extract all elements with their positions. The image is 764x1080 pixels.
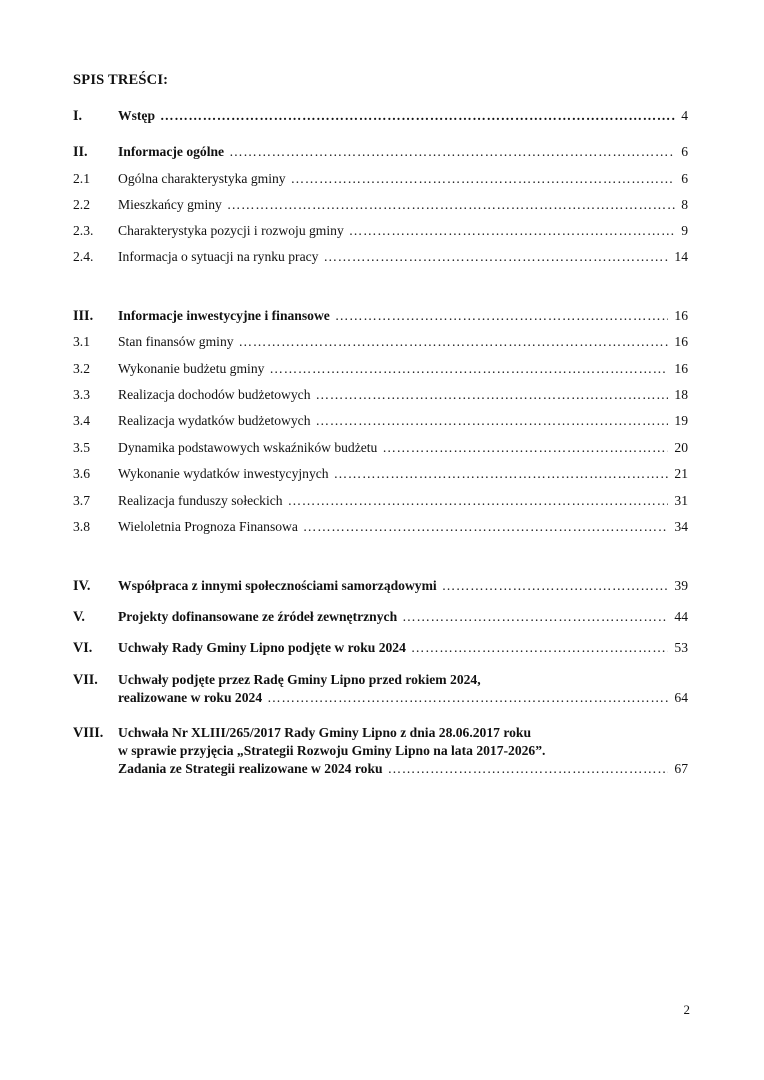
toc-heading: SPIS TREŚCI: (73, 72, 169, 88)
dot-leader (388, 761, 669, 777)
toc-entry-title-line: Uchwały podjęte przez Radę Gminy Lipno przed rokiem 2024, (118, 672, 481, 687)
toc-entry-number: 3.5 (73, 440, 90, 455)
toc-entry-number: 2.2 (73, 197, 90, 212)
toc-entry-page: 16 (674, 334, 688, 349)
toc-entry-number: 3.6 (73, 466, 90, 481)
toc-entry-number: V. (73, 609, 85, 625)
dot-leader (267, 690, 668, 706)
toc-entry-number: 3.1 (73, 334, 90, 349)
toc-entry-number: III. (73, 308, 94, 324)
toc-entry-title: Informacje inwestycyjne i finansowe (118, 308, 330, 323)
toc-entry-page: 67 (674, 761, 688, 776)
toc-entry-title: Realizacja wydatków budżetowych (118, 413, 311, 428)
toc-entry-number: 3.4 (73, 413, 90, 428)
toc-entry-number: II. (73, 144, 88, 160)
toc-entry-page: 53 (674, 640, 688, 655)
toc-entry-page: 64 (674, 690, 688, 705)
dot-leader (402, 609, 668, 625)
toc-entry-title: Współpraca z innymi społecznościami samorządowymi (118, 578, 437, 593)
toc-entry-page: 34 (674, 519, 688, 534)
toc-entry-title: Wstęp (118, 108, 156, 123)
toc-entry-title-line: Zadania ze Strategii realizowane w 2024 roku (118, 761, 383, 776)
toc-entry-page: 31 (674, 493, 688, 508)
toc-entry-number: 3.3 (73, 387, 90, 402)
toc-entry-number: VI. (73, 640, 93, 656)
toc-entry-number: VIII. (73, 725, 104, 741)
dot-leader (288, 493, 669, 509)
dot-leader (227, 197, 675, 213)
toc-entry-page: 8 (681, 197, 688, 212)
toc-entry-title: Uchwały Rady Gminy Lipno podjęte w roku 2024 (118, 640, 406, 655)
toc-entry-page: 6 (681, 144, 688, 159)
toc-entry-page: 4 (681, 108, 688, 123)
dot-leader (349, 223, 675, 239)
dot-leader (382, 440, 668, 456)
toc-entry-page: 6 (681, 171, 688, 186)
toc-entry-title: Charakterystyka pozycji i rozwoju gminy (118, 223, 344, 238)
toc-entry-number: 2.1 (73, 171, 90, 186)
dot-leader (229, 144, 675, 160)
dot-leader (160, 108, 675, 124)
toc-entry-page: 18 (674, 387, 688, 402)
dot-leader (291, 171, 676, 187)
dot-leader (269, 361, 668, 377)
dot-leader (323, 249, 668, 265)
dot-leader (442, 578, 669, 594)
toc-entry-title: Projekty dofinansowane ze źródeł zewnętrznych (118, 609, 398, 624)
dot-leader (411, 640, 669, 656)
toc-entry-page: 21 (674, 466, 688, 481)
toc-entry-page: 20 (674, 440, 688, 455)
toc-entry-page: 19 (674, 413, 688, 428)
dot-leader (239, 334, 669, 350)
toc-entry-title: Informacja o sytuacji na rynku pracy (118, 249, 319, 264)
toc-entry-page: 16 (674, 361, 688, 376)
dot-leader (316, 387, 669, 403)
toc-entry-number: 3.8 (73, 519, 90, 534)
toc-entry-title: Wykonanie budżetu gminy (118, 361, 265, 376)
toc-entry-title: Wykonanie wydatków inwestycyjnych (118, 466, 329, 481)
toc-entry-page: 9 (681, 223, 688, 238)
page-number: 2 (683, 1002, 690, 1017)
toc-entry-page: 39 (674, 578, 688, 593)
toc-entry-title-line: realizowane w roku 2024 (118, 690, 263, 705)
toc-entry-title-line: Uchwała Nr XLIII/265/2017 Rady Gminy Lipno z dnia 28.06.2017 roku (118, 725, 532, 740)
toc-entry-number: I. (73, 108, 83, 124)
dot-leader (303, 519, 669, 535)
toc-entry-title: Mieszkańcy gminy (118, 197, 222, 212)
toc-entry-page: 44 (674, 609, 688, 624)
toc-entry-title: Realizacja funduszy sołeckich (118, 493, 283, 508)
toc-entry-page: 14 (674, 249, 688, 264)
toc-entry-number: 3.2 (73, 361, 90, 376)
toc-entry-number: 2.3. (73, 223, 94, 238)
toc-entry-title: Realizacja dochodów budżetowych (118, 387, 311, 402)
dot-leader (334, 466, 669, 482)
toc-entry-page: 16 (674, 308, 688, 323)
toc-entry-number: 3.7 (73, 493, 90, 508)
dot-leader (316, 413, 669, 429)
toc-entry-title: Informacje ogólne (118, 144, 225, 159)
toc-entry-title: Ogólna charakterystyka gminy (118, 171, 286, 186)
toc-entry-title: Dynamika podstawowych wskaźników budżetu (118, 440, 378, 455)
toc-entry-number: VII. (73, 672, 98, 688)
toc-entry-title: Wieloletnia Prognoza Finansowa (118, 519, 298, 534)
dot-leader (335, 308, 669, 324)
toc-entry-number: 2.4. (73, 249, 94, 264)
toc-entry-title-line: w sprawie przyjęcia „Strategii Rozwoju Gminy Lipno na lata 2017-2026”. (118, 743, 546, 758)
toc-entry-number: IV. (73, 578, 91, 594)
toc-entry-title: Stan finansów gminy (118, 334, 234, 349)
